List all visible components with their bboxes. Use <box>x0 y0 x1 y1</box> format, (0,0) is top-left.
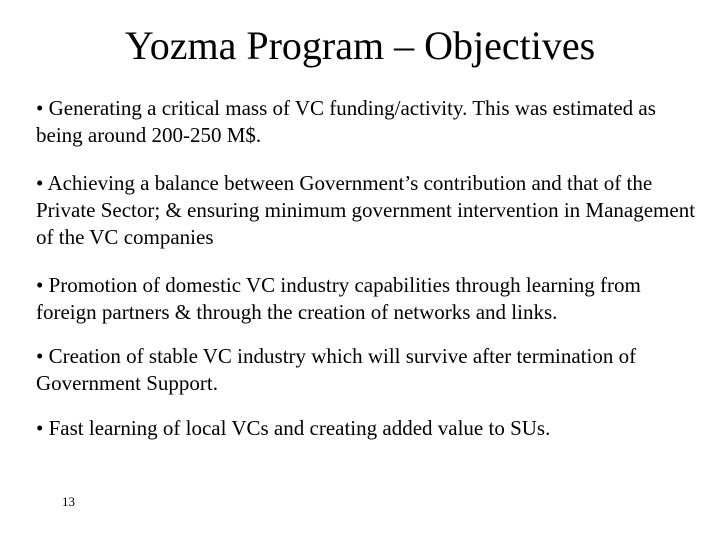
bullet-item-promotion: • Promotion of domestic VC industry capabilities through learning from foreign partners & through the creation of networks and links. <box>36 273 641 324</box>
bullet-item-critical-mass: • Generating a critical mass of VC funding/activity. This was estimated as being around 200-250 M$. <box>36 96 656 147</box>
bullet-item-balance: • Achieving a balance between Government’s contribution and that of the Private Sector; & ensuring minimum government intervention in Management of the VC companies <box>36 171 696 249</box>
slide-title: Yozma Program – Objectives <box>124 23 596 68</box>
page-number: 13 <box>62 494 75 509</box>
bullet-item-fast-learning: • Fast learning of local VCs and creating added value to SUs. <box>36 416 551 440</box>
bullet-item-stable-industry: • Creation of stable VC industry which will survive after termination of Government Support. <box>36 344 637 395</box>
